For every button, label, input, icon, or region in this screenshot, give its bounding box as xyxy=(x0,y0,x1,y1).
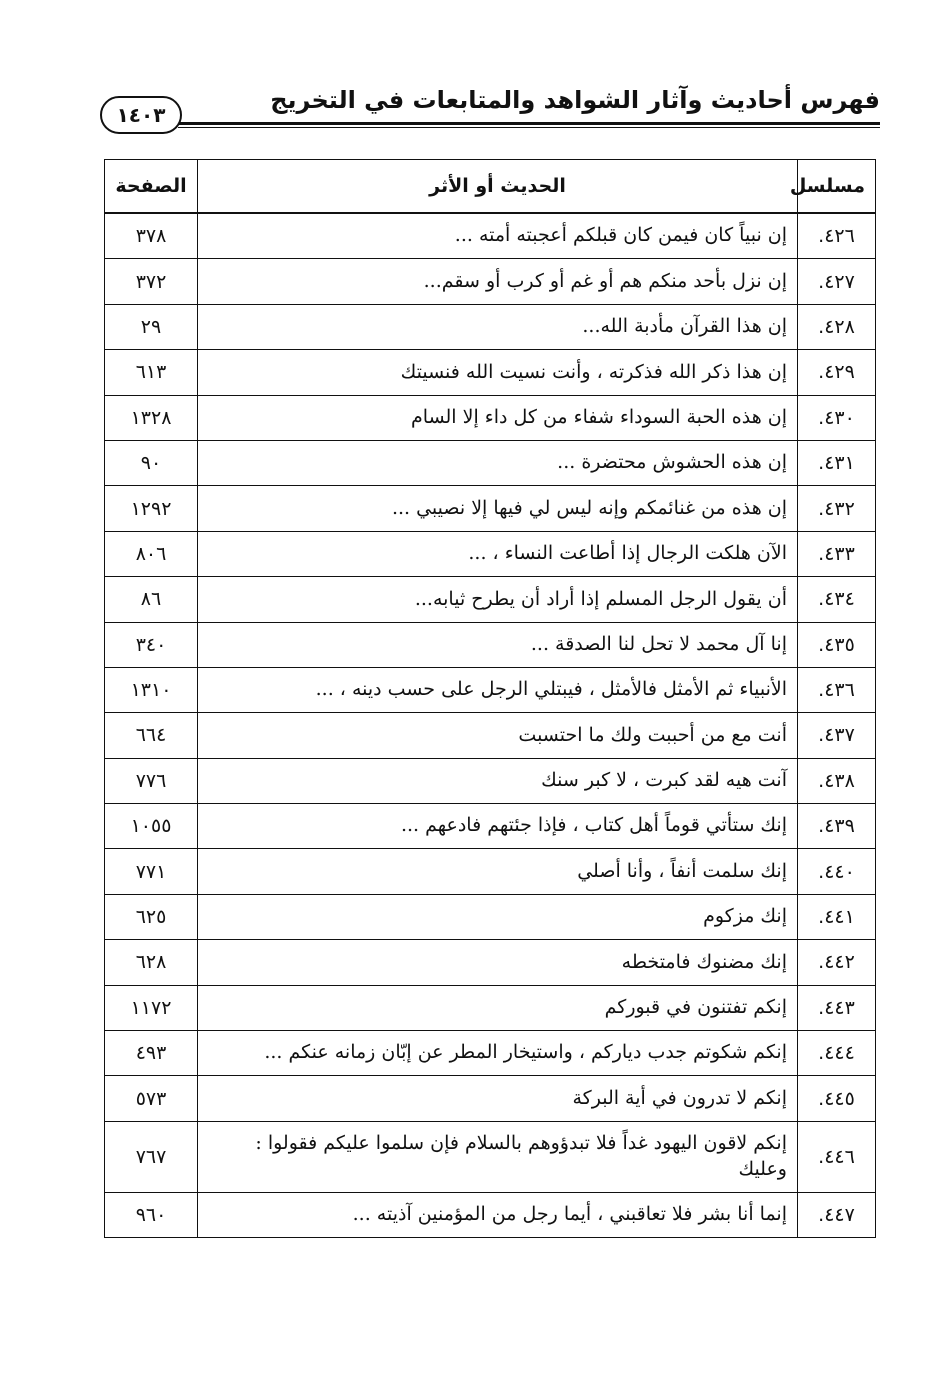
serial-cell: ٤٢٩. xyxy=(798,350,876,395)
table-row xyxy=(105,577,876,622)
page-number-cell: ١٣١٠ xyxy=(105,667,198,712)
page-number-cell: ٧٧١ xyxy=(105,849,198,894)
page-number-cell: ١٣٢٨ xyxy=(105,395,198,440)
table-row xyxy=(105,894,876,939)
table-row xyxy=(105,1031,876,1076)
hadith-text-cell: الآن هلكت الرجال إذا أطاعت النساء ، ... xyxy=(198,531,798,576)
page-number-cell: ٢٩ xyxy=(105,304,198,349)
page-number-cell: ٣٧٢ xyxy=(105,259,198,304)
page-number-cell: ٦٢٥ xyxy=(105,894,198,939)
page-number-cell: ٣٧٨ xyxy=(105,213,198,259)
hadith-text-cell: إنما أنا بشر فلا تعاقبني ، أيما رجل من المؤمنين آذيته ... xyxy=(198,1192,798,1237)
table-row xyxy=(105,985,876,1030)
page-number-cell: ١٢٩٢ xyxy=(105,486,198,531)
hadith-text-cell: إنكم لاقون اليهود غداً فلا تبدؤوهم بالسلام فإن سلموا عليكم فقولوا : وعليك xyxy=(198,1121,798,1192)
table-row xyxy=(105,1076,876,1121)
page-number-cell: ٤٩٣ xyxy=(105,1031,198,1076)
serial-cell: ٤٤٤. xyxy=(798,1031,876,1076)
hadith-text-cell: إن نزل بأحد منكم هم أو غم أو كرب أو سقم... xyxy=(198,259,798,304)
serial-cell: ٤٤٧. xyxy=(798,1192,876,1237)
hadith-text-cell: إنكم شكوتم جدب دياركم ، واستيخار المطر عن إبّان زمانه عنكم ... xyxy=(198,1031,798,1076)
page-number-cell: ٩٠ xyxy=(105,440,198,485)
serial-cell: ٤٢٨. xyxy=(798,304,876,349)
page-number-cell: ٣٤٠ xyxy=(105,622,198,667)
table-row xyxy=(105,350,876,395)
table-row xyxy=(105,622,876,667)
serial-cell: ٤٣٦. xyxy=(798,667,876,712)
hadith-text-cell: إنك ستأتي قوماً أهل كتاب ، فإذا جئتهم فادعهم ... xyxy=(198,804,798,849)
page-number-cell: ٦١٣ xyxy=(105,350,198,395)
serial-cell: ٤٣٨. xyxy=(798,758,876,803)
table-row xyxy=(105,213,876,259)
hadith-text-cell: آنت هيه لقد كبرت ، لا كبر سنك xyxy=(198,758,798,803)
hadith-text-cell: إن هذه الحشوش محتضرة ... xyxy=(198,440,798,485)
table-row xyxy=(105,395,876,440)
serial-cell: ٤٣١. xyxy=(798,440,876,485)
serial-cell: ٤٣٣. xyxy=(798,531,876,576)
serial-cell: ٤٣٠. xyxy=(798,395,876,440)
serial-cell: ٤٣٢. xyxy=(798,486,876,531)
page-number-cell: ٩٦٠ xyxy=(105,1192,198,1237)
hadith-text-cell: إنكم لا تدرون في أية البركة xyxy=(198,1076,798,1121)
page-number-cell: ٧٦٧ xyxy=(105,1121,198,1192)
serial-cell: ٤٢٦. xyxy=(798,213,876,259)
serial-cell: ٤٣٥. xyxy=(798,622,876,667)
hadith-text-cell: الأنبياء ثم الأمثل فالأمثل ، فيبتلي الرجل على حسب دينه ، ... xyxy=(198,667,798,712)
table-row xyxy=(105,304,876,349)
hadith-text-cell: إن نبياً كان فيمن كان قبلكم أعجبته أمته ... xyxy=(198,213,798,259)
table-row xyxy=(105,440,876,485)
page-number-cell: ١١٧٢ xyxy=(105,985,198,1030)
hadith-text-cell: إنا آل محمد لا تحل لنا الصدقة ... xyxy=(198,622,798,667)
hadith-text-cell: إن هذه الحبة السوداء شفاء من كل داء إلا السام xyxy=(198,395,798,440)
hadith-text-cell: إنك مضنوك فامتخطه xyxy=(198,940,798,985)
page-number-cell: ٦٢٨ xyxy=(105,940,198,985)
header-title: فهرس أحاديث وآثار الشواهد والمتابعات في التخريج xyxy=(270,86,880,114)
running-header xyxy=(100,82,880,132)
hadith-text-cell: إنك سلمت أنفاً ، وأنا أصلي xyxy=(198,849,798,894)
page-number-cell: ٧٧٦ xyxy=(105,758,198,803)
table-row xyxy=(105,940,876,985)
header-rule xyxy=(178,122,880,128)
serial-cell: ٤٢٧. xyxy=(798,259,876,304)
table-row xyxy=(105,259,876,304)
serial-cell: ٤٤١. xyxy=(798,894,876,939)
hadith-text-cell: أن يقول الرجل المسلم إذا أراد أن يطرح ثيابه... xyxy=(198,577,798,622)
serial-cell: ٤٤٥. xyxy=(798,1076,876,1121)
table-row xyxy=(105,531,876,576)
page-number-cell: ٨٠٦ xyxy=(105,531,198,576)
column-header-serial: مسلسل xyxy=(798,160,876,214)
table-row xyxy=(105,1192,876,1237)
serial-cell: ٤٤٦. xyxy=(798,1121,876,1192)
column-header-text: الحديث أو الأثر xyxy=(198,160,798,214)
hadith-text-cell: إنكم تفتنون في قبوركم xyxy=(198,985,798,1030)
hadith-text-cell: إنك مزكوم xyxy=(198,894,798,939)
table-row xyxy=(105,1121,876,1192)
serial-cell: ٤٤٣. xyxy=(798,985,876,1030)
hadith-text-cell: إن هذا القرآن مأدبة الله... xyxy=(198,304,798,349)
serial-cell: ٤٤٠. xyxy=(798,849,876,894)
page-number-badge: ١٤٠٣ xyxy=(100,96,182,134)
page-number-cell: ٥٧٣ xyxy=(105,1076,198,1121)
page-number-cell: ١٠٥٥ xyxy=(105,804,198,849)
table-row xyxy=(105,486,876,531)
serial-cell: ٤٣٩. xyxy=(798,804,876,849)
hadith-text-cell: إن هذه من غنائمكم وإنه ليس لي فيها إلا نصيبي ... xyxy=(198,486,798,531)
column-header-page: الصفحة xyxy=(105,160,198,214)
table-row xyxy=(105,758,876,803)
table-row xyxy=(105,713,876,758)
page-number-cell: ٨٦ xyxy=(105,577,198,622)
hadith-text-cell: أنت مع من أحببت ولك ما احتسبت xyxy=(198,713,798,758)
page-number-cell: ٦٦٤ xyxy=(105,713,198,758)
hadith-index-table xyxy=(104,159,876,1238)
table-header-row xyxy=(105,160,876,214)
hadith-text-cell: إن هذا ذكر الله فذكرته ، وأنت نسيت الله فنسيتك xyxy=(198,350,798,395)
serial-cell: ٤٣٧. xyxy=(798,713,876,758)
table-row xyxy=(105,804,876,849)
table-row xyxy=(105,667,876,712)
table-row xyxy=(105,849,876,894)
serial-cell: ٤٤٢. xyxy=(798,940,876,985)
serial-cell: ٤٣٤. xyxy=(798,577,876,622)
